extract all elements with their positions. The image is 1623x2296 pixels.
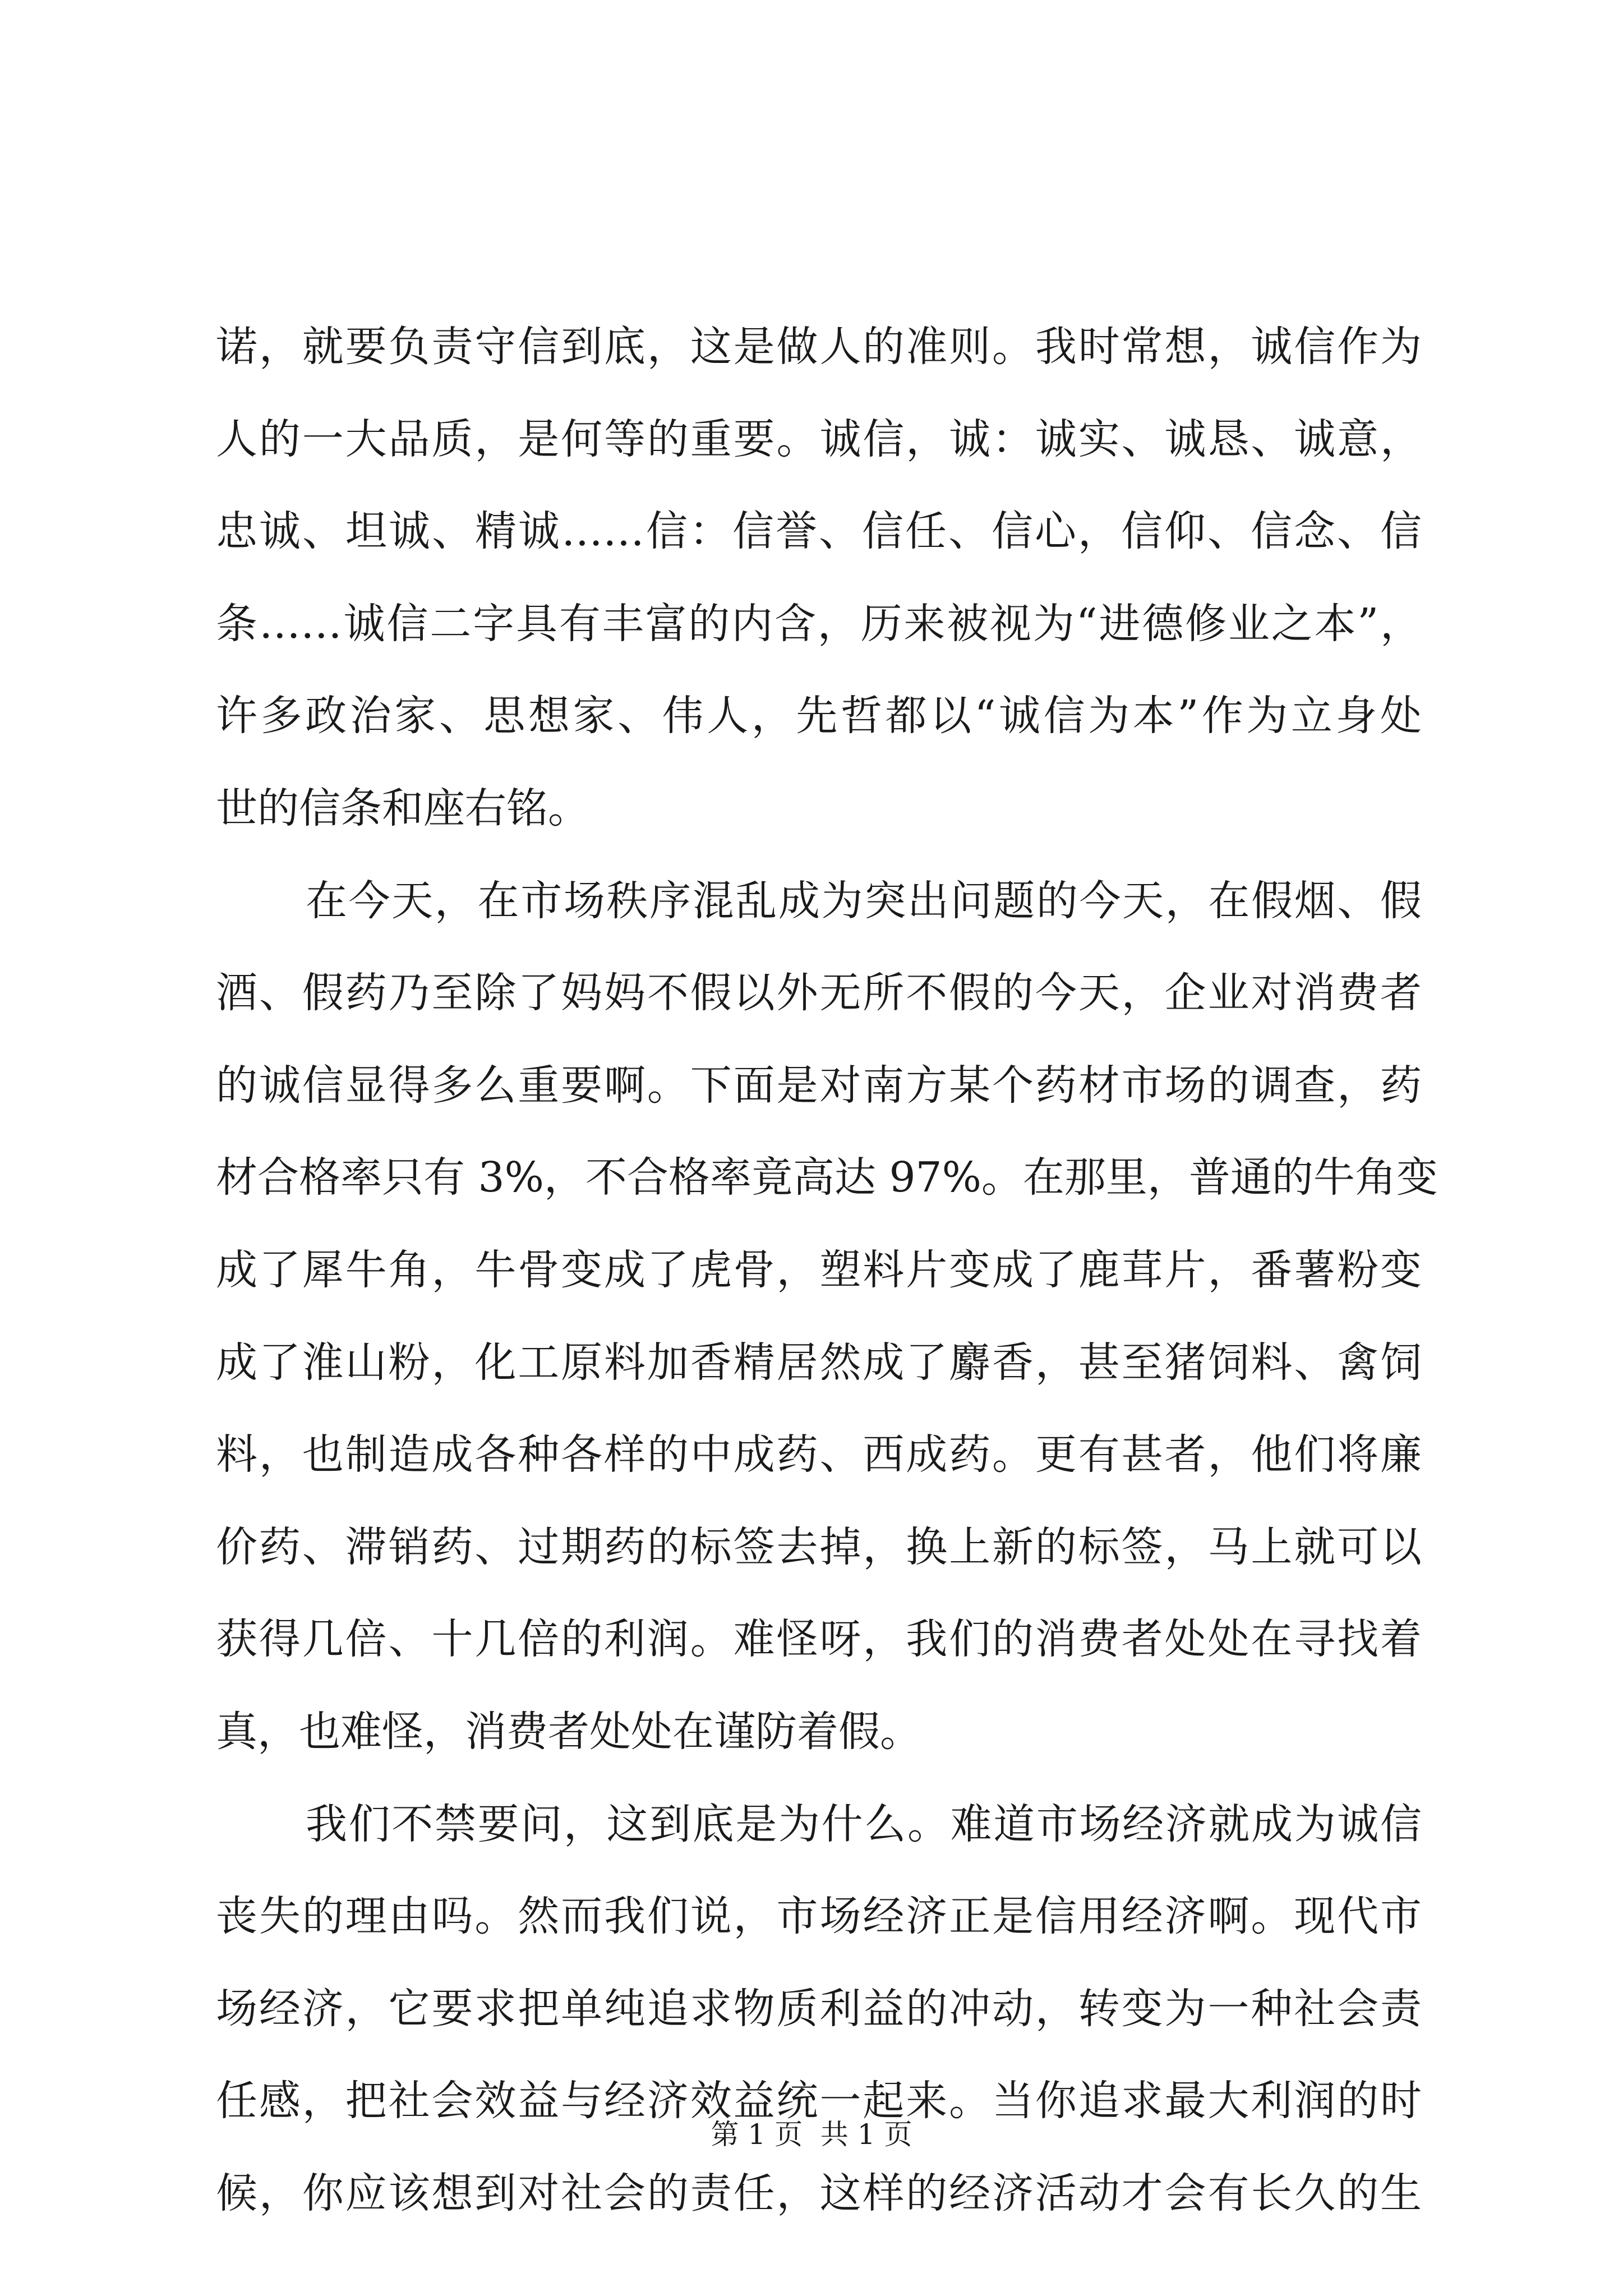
text-line: 获得几倍、十几倍的利润。难怪呀，我们的消费者处处在寻找着 [216, 1615, 1422, 1664]
text-line: 料，也制造成各种各样的中成药、西成药。更有甚者，他们将廉 [216, 1430, 1422, 1479]
text-line: 的诚信显得多么重要啊。下面是对南方某个药材市场的调查，药 [216, 1061, 1422, 1110]
text-line: 价药、滞销药、过期药的标签去掉，换上新的标签，马上就可以 [216, 1522, 1422, 1571]
text-line: 丧失的理由吗。然而我们说，市场经济正是信用经济啊。现代市 [216, 1892, 1422, 1941]
page-number-footer: 第 1 页 共 1 页 [711, 2118, 912, 2151]
text-line: 成了淮山粉，化工原料加香精居然成了麝香，甚至猪饲料、禽饲 [216, 1338, 1422, 1387]
text-line: 任感，把社会效益与经济效益统一起来。当你追求最大利润的时 [216, 2077, 1422, 2125]
paragraph-start-line: 我们不禁要问，这到底是为什么。难道市场经济就成为诚信 [306, 1800, 1422, 1848]
text-line: 真，也难怪，消费者处处在谨防着假。 [216, 1707, 921, 1756]
text-line: 酒、假药乃至除了妈妈不假以外无所不假的今天，企业对消费者 [216, 969, 1422, 1018]
document-body [216, 301, 1438, 2239]
text-line: 条……诚信二字具有丰富的内含，历来被视为“进德修业之本”， [216, 599, 1422, 648]
text-line: 人的一大品质，是何等的重要。诚信，诚：诚实、诚恳、诚意， [216, 415, 1422, 463]
text-line: 许多政治家、思想家、伟人，先哲都以“诚信为本”作为立身处 [216, 692, 1422, 740]
text-line: 诺，就要负责守信到底，这是做人的准则。我时常想，诚信作为 [216, 323, 1422, 371]
paragraph-start-line: 在今天，在市场秩序混乱成为突出问题的今天，在假烟、假 [306, 876, 1422, 925]
text-line: 场经济，它要求把单纯追求物质利益的冲动，转变为一种社会责 [216, 1984, 1422, 2033]
text-line: 世的信条和座右铭。 [216, 784, 589, 832]
text-line: 材合格率只有 3%，不合格率竟高达 97%。在那里，普通的牛角变 [216, 1153, 1438, 1202]
text-line: 候，你应该想到对社会的责任，这样的经济活动才会有长久的生 [216, 2169, 1422, 2217]
text-line: 成了犀牛角，牛骨变成了虎骨，塑料片变成了鹿茸片，番薯粉变 [216, 1245, 1422, 1294]
text-line: 忠诚、坦诚、精诚……信：信誉、信任、信心，信仰、信念、信 [216, 507, 1422, 556]
